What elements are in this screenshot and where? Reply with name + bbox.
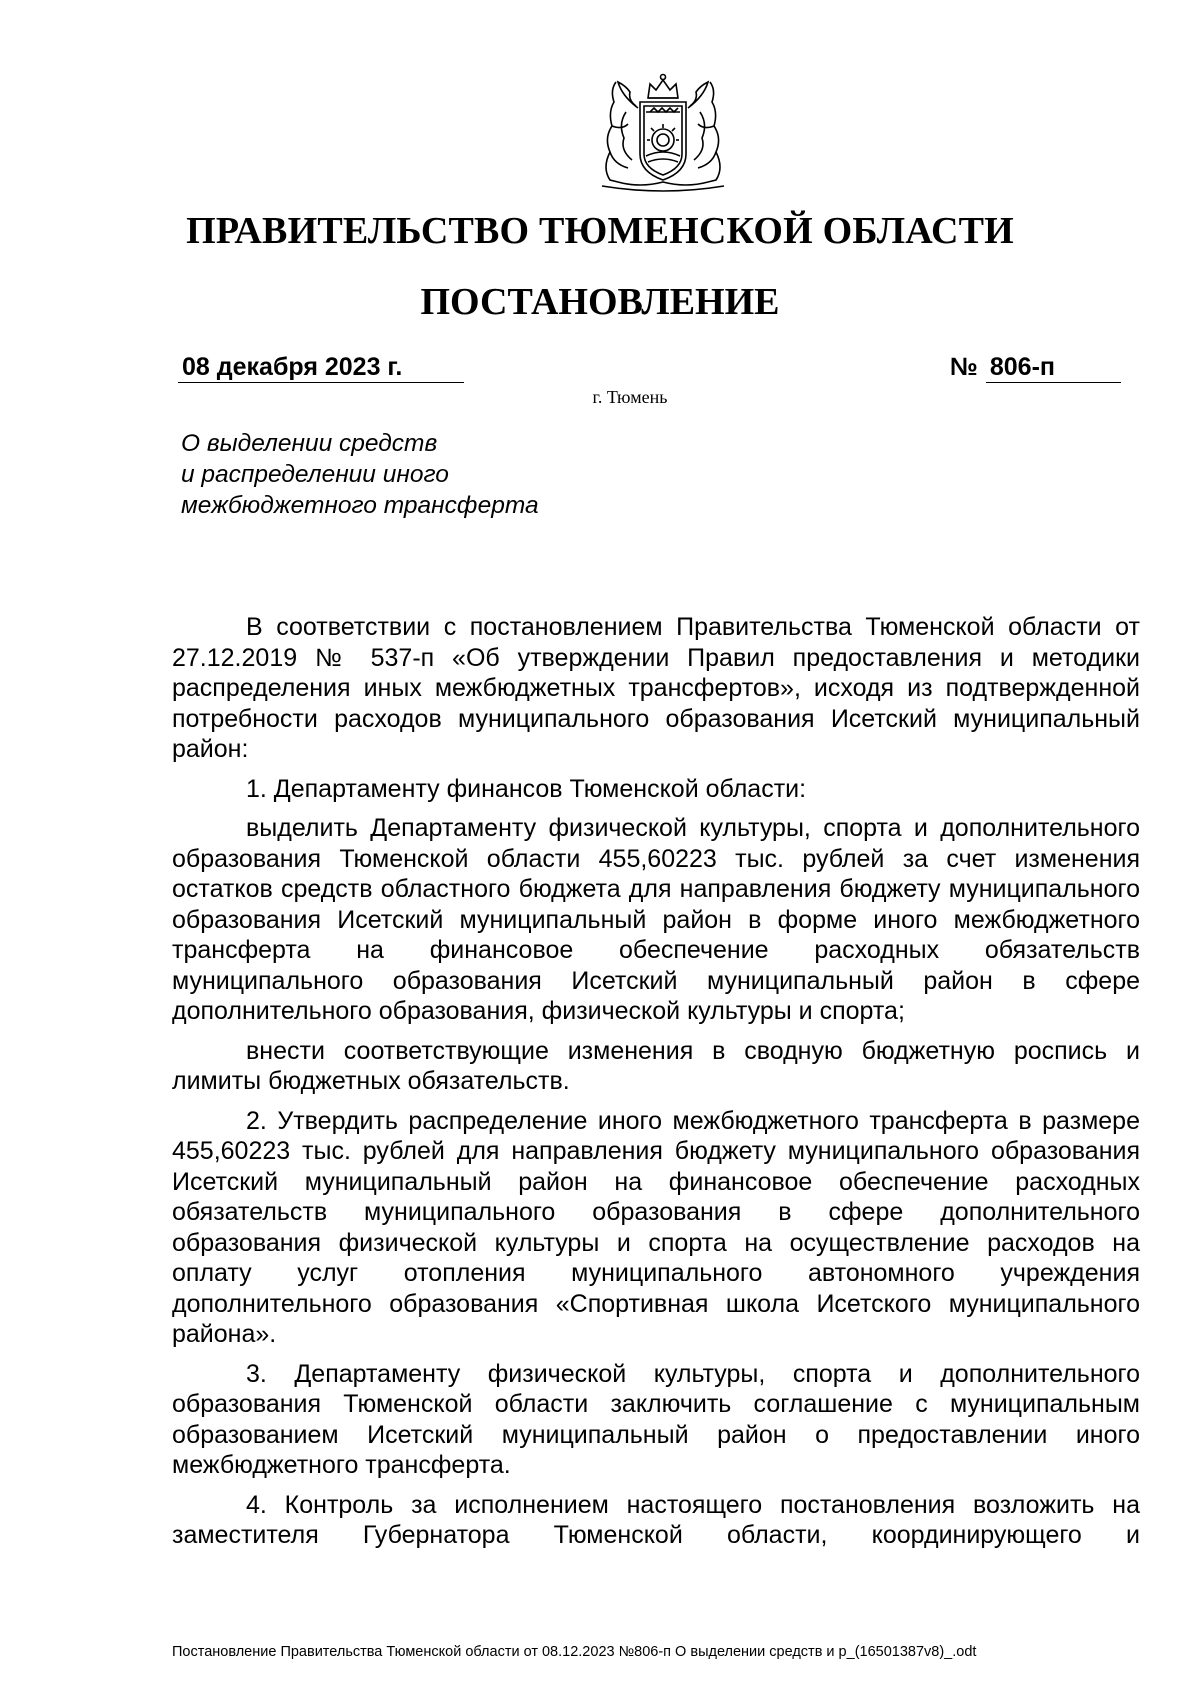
- body-paragraph: выделить Департаменту физической культуры, спорта и дополнительного образования Тюменской области 455,60223 тыс. рублей за счет изменения остатков средств областного бюджета для направления бюджету муниципального образования Исетский муниципальный район в форме иного межбюджетного трансферта на финансовое обеспечение расходных обязательств муниципального образования Исетский муниципальный район в сфере дополнительного образования, физической культуры и спорта;: [172, 814, 1140, 1025]
- document-number-field: [950, 352, 1128, 383]
- body-paragraph: В соответствии с постановлением Правительства Тюменской области от 27.12.2019 № 537-п «Об утверждении Правил предоставления и методики распределения иных межбюджетных трансфертов», исходя из подтвержденной потребности расходов муниципального образования Исетский муниципальный район:: [172, 613, 1140, 763]
- number-sign: №: [950, 353, 978, 381]
- body-paragraph: 1. Департаменту финансов Тюменской области:: [246, 774, 807, 803]
- document-date: 08 декабря 2023 г.: [178, 352, 464, 383]
- page-footer: Постановление Правительства Тюменской области от 08.12.2023 №806-п О выделении средств и р_(16501387v8)_.odt: [172, 1644, 977, 1660]
- document-subject: [181, 428, 601, 521]
- document-type-heading: ПОСТАНОВЛЕНИЕ: [420, 281, 780, 323]
- subject-line: межбюджетного трансферта: [181, 492, 539, 519]
- body-paragraph: 4. Контроль за исполнением настоящего постановления возложить на заместителя Губернатора Тюменской области, координирующего и: [172, 1490, 1140, 1549]
- document-number: 806-п: [986, 352, 1121, 383]
- document-city: г. Тюмень: [592, 387, 668, 407]
- subject-line: О выделении средств: [181, 430, 438, 457]
- coat-of-arms-icon: [588, 68, 738, 196]
- subject-line: и распределении иного: [181, 461, 449, 488]
- body-paragraph: внести соответствующие изменения в сводную бюджетную роспись и лимиты бюджетных обязательств.: [172, 1036, 1140, 1095]
- organization-title: ПРАВИТЕЛЬСТВО ТЮМЕНСКОЙ ОБЛАСТИ: [186, 210, 1014, 252]
- body-paragraph: 3. Департаменту физической культуры, спорта и дополнительного образования Тюменской области заключить соглашение с муниципальным образованием Исетский муниципальный район о предоставлении иного межбюджетного трансферта.: [172, 1359, 1140, 1479]
- document-body: [172, 612, 1140, 1560]
- body-paragraph: 2. Утвердить распределение иного межбюджетного трансферта в размере 455,60223 тыс. рублей для направления бюджету муниципального образования Исетский муниципальный район на финансовое обеспечение расходных обязательств муниципального образования в сфере дополнительного образования физической культуры и спорта на осуществление расходов на оплату услуг отопления муниципального автономного учреждения дополнительного образования «Спортивная школа Исетского муниципального района».: [172, 1106, 1140, 1348]
